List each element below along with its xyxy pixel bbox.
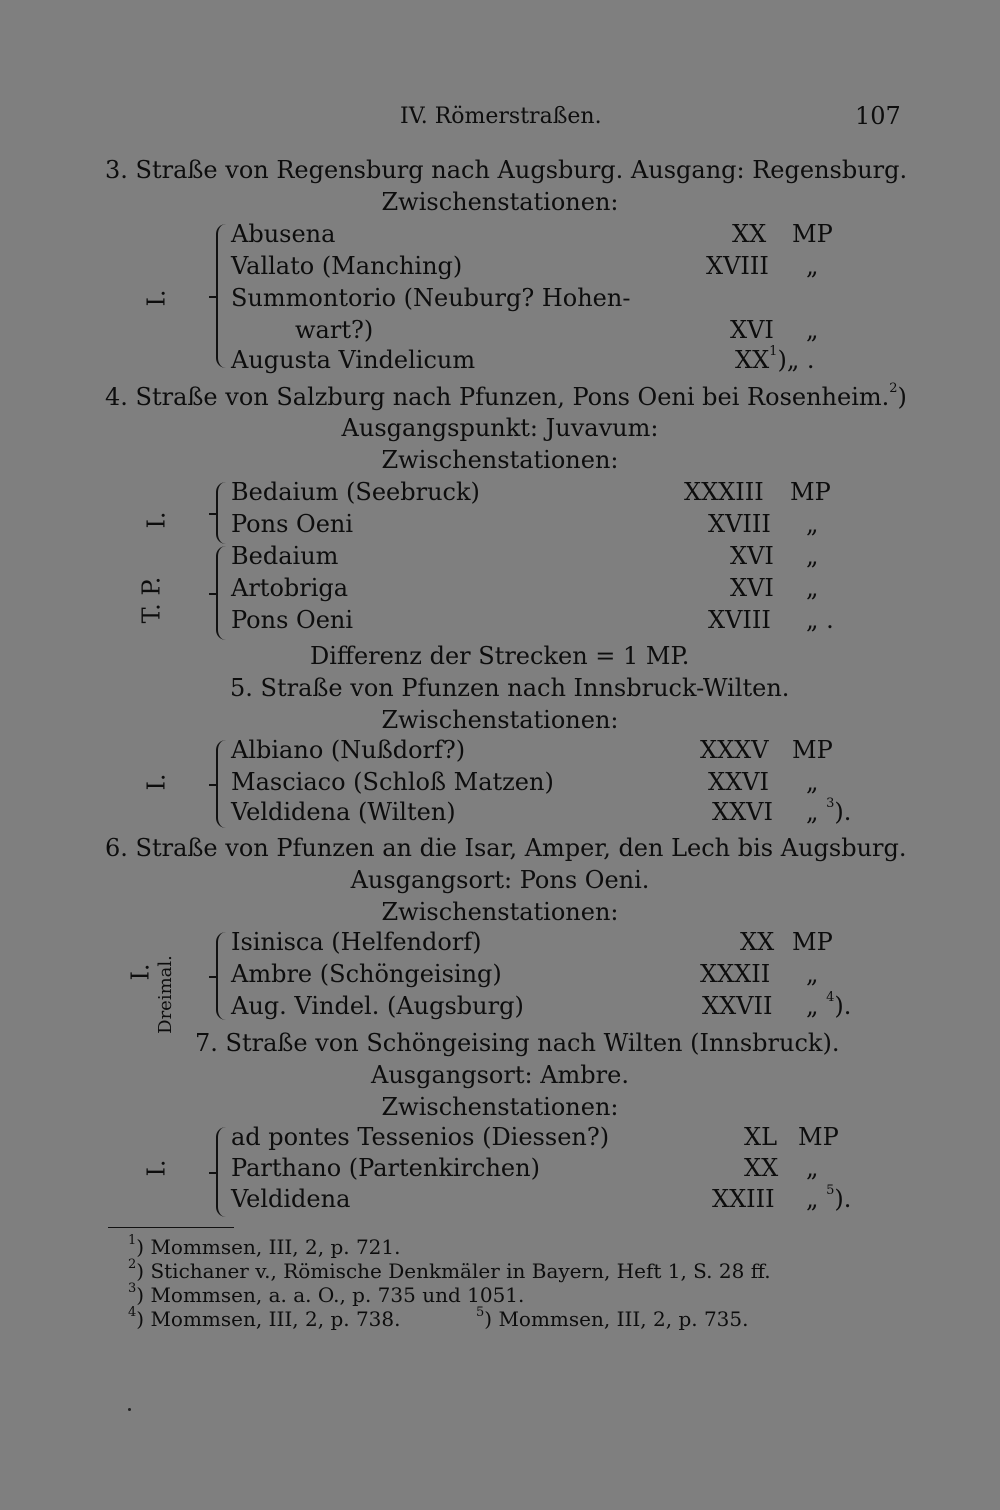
- station-name: Veldidena (Wilten): [231, 798, 456, 826]
- station-distance: XX: [740, 928, 775, 956]
- station-name: ad pontes Tessenios (Diessen?): [231, 1123, 610, 1151]
- section-4-subtitle: Zwischenstationen:: [381, 446, 619, 474]
- footnote-divider: [108, 1227, 234, 1228]
- station-name: Artobriga: [231, 574, 349, 602]
- footnote-ref: 1: [769, 344, 778, 359]
- station-unit: „: [806, 252, 819, 280]
- footnote-3: $^3$) Mommsen, a. a. O., p. 735 und 1051.: [128, 1281, 525, 1307]
- section-5-subtitle: Zwischenstationen:: [381, 706, 619, 734]
- station-name: Veldidena: [231, 1185, 351, 1213]
- station-distance: XXXII: [700, 960, 771, 988]
- section-4-source-label-2: T. P.: [137, 576, 166, 624]
- footnote-ref: 5: [826, 1183, 835, 1198]
- station-unit: MP: [792, 928, 833, 956]
- running-head: IV. Römerstraßen.: [400, 104, 602, 129]
- station-distance: XVIII: [708, 510, 771, 538]
- section-3-subtitle: Zwischenstationen:: [381, 188, 619, 216]
- section-7-source-label: I.: [142, 1159, 171, 1177]
- station-unit: „: [806, 960, 819, 988]
- station-name: Pons Oeni: [231, 510, 354, 538]
- station-distance: XX: [744, 1154, 779, 1182]
- station-distance: XVI: [730, 574, 774, 602]
- section-3-brace: [216, 224, 230, 368]
- section-6-brace: [216, 932, 230, 1020]
- footnote-1: $^1$) Mommsen, III, 2, p. 721.: [128, 1233, 401, 1259]
- section-6-origin: Ausgangsort: Pons Oeni.: [350, 866, 650, 894]
- station-distance: XVIII: [706, 252, 769, 280]
- station-name: Augusta Vindelicum: [231, 346, 476, 374]
- station-distance: XXIII: [712, 1185, 775, 1213]
- station-unit: „ .: [806, 606, 834, 634]
- page-number: 107: [855, 102, 901, 130]
- station-unit: „ $^3$).: [806, 796, 852, 826]
- station-name: Bedaium (Seebruck): [231, 478, 480, 506]
- section-5-source-label: I.: [142, 773, 171, 791]
- station-name: Vallato (Manching): [231, 252, 463, 280]
- section-3-title: 3. Straße von Regensburg nach Augsburg. Ausgang: Regensburg.: [105, 156, 908, 184]
- footnote-ref: 3: [826, 796, 835, 811]
- section-6-source-note: Dreimal.: [154, 955, 176, 1034]
- station-unit: MP: [792, 736, 833, 764]
- footnote-ref: 2: [889, 381, 898, 396]
- page-speck: [128, 1408, 131, 1411]
- section-4-brace-2: [216, 546, 230, 640]
- section-7-subtitle: Zwischenstationen:: [381, 1093, 619, 1121]
- section-3-source-label: I.: [142, 289, 171, 307]
- station-distance: XVI: [730, 316, 774, 344]
- station-name: Aug. Vindel. (Augsburg): [231, 992, 524, 1020]
- station-distance: XXXV: [700, 736, 769, 764]
- section-5-brace: [216, 740, 230, 828]
- station-unit: MP: [798, 1123, 839, 1151]
- station-name: Ambre (Schöngeising): [231, 960, 502, 988]
- section-7-origin: Ausgangsort: Ambre.: [371, 1061, 629, 1089]
- station-distance: XXVI: [712, 798, 773, 826]
- station-unit: „: [806, 316, 819, 344]
- station-distance: XXXIII: [684, 478, 764, 506]
- station-distance: XX: [732, 220, 767, 248]
- station-unit: „: [806, 1154, 819, 1182]
- station-unit: „: [806, 574, 819, 602]
- station-unit: „: [806, 542, 819, 570]
- section-5-title: 5. Straße von Pfunzen nach Innsbruck-Wilten.: [230, 674, 790, 702]
- station-unit: MP: [790, 478, 831, 506]
- section-4-title: 4. Straße von Salzburg nach Pfunzen, Pons Oeni bei Rosenheim.$^2$): [105, 381, 907, 411]
- station-distance: XXVI: [708, 768, 769, 796]
- station-unit: „: [806, 510, 819, 538]
- station-name: Isinisca (Helfendorf): [231, 928, 482, 956]
- station-distance: XXVII: [702, 992, 773, 1020]
- station-name: Bedaium: [231, 542, 339, 570]
- footnote-4: $^4$) Mommsen, III, 2, p. 738.: [128, 1305, 401, 1331]
- section-4-source-label-1: I.: [142, 511, 171, 529]
- station-unit: „: [806, 768, 819, 796]
- distance-difference-note: Differenz der Strecken = 1 MP.: [310, 642, 690, 670]
- station-name: Summontorio (Neuburg? Hohen-: [231, 284, 631, 312]
- station-name: Albiano (Nußdorf?): [231, 736, 466, 764]
- station-name: Parthano (Partenkirchen): [231, 1154, 540, 1182]
- section-4-brace-1: [216, 482, 230, 544]
- station-unit: MP: [792, 220, 833, 248]
- section-6-source-label: I.: [126, 963, 155, 981]
- footnote-ref: 4: [826, 990, 835, 1005]
- station-distance: XVIII: [708, 606, 771, 634]
- section-4-origin: Ausgangspunkt: Juvavum:: [341, 414, 659, 442]
- section-6-subtitle: Zwischenstationen:: [381, 898, 619, 926]
- station-distance: XL: [744, 1123, 778, 1151]
- section-6-title: 6. Straße von Pfunzen an die Isar, Amper, den Lech bis Augsburg.: [105, 834, 907, 862]
- station-name: Masciaco (Schloß Matzen): [231, 768, 554, 796]
- footnote-5: $^5$) Mommsen, III, 2, p. 735.: [476, 1305, 749, 1331]
- station-unit: „ $^5$).: [806, 1183, 852, 1213]
- footnote-2: $^2$) Stichaner v., Römische Denkmäler in Bayern, Heft 1, S. 28 ff.: [128, 1257, 771, 1283]
- station-distance: $XX^1)„$ .: [735, 344, 815, 374]
- station-distance: XVI: [730, 542, 774, 570]
- section-7-title: 7. Straße von Schöngeising nach Wilten (Innsbruck).: [195, 1029, 840, 1057]
- station-unit: „ $^4$).: [806, 990, 852, 1020]
- station-name: Pons Oeni: [231, 606, 354, 634]
- station-name: wart?): [295, 316, 374, 344]
- station-name: Abusena: [231, 220, 336, 248]
- section-7-brace: [216, 1127, 230, 1217]
